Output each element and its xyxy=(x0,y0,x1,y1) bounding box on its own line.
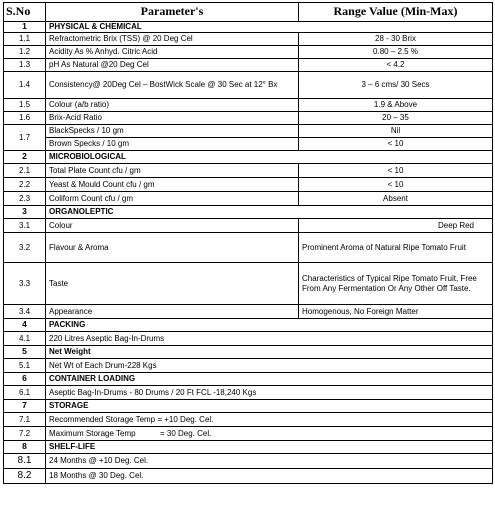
table-row xyxy=(4,263,493,305)
header-row xyxy=(4,3,493,22)
table-row xyxy=(4,386,493,400)
section-row xyxy=(4,346,493,359)
row-parameter: Maximum Storage Temp = 30 Deg. Cel. xyxy=(46,427,493,441)
section-number: 5 xyxy=(4,346,46,359)
row-value: < 10 xyxy=(299,178,493,192)
table-row xyxy=(4,219,493,233)
table-row xyxy=(4,99,493,112)
row-number: 2.1 xyxy=(4,164,46,178)
header-range: Range Value (Min-Max) xyxy=(299,3,493,22)
section-title: MICROBIOLOGICAL xyxy=(46,151,493,164)
table-row xyxy=(4,454,493,469)
section-row xyxy=(4,441,493,454)
row-value: Deep Red xyxy=(299,219,493,233)
section-row xyxy=(4,400,493,413)
section-title: SHELF-LIFE xyxy=(46,441,493,454)
row-value: 28 - 30 Brix xyxy=(299,33,493,46)
row-number: 3.3 xyxy=(4,263,46,305)
table-row xyxy=(4,233,493,263)
table-row xyxy=(4,359,493,373)
section-title: CONTAINER LOADING xyxy=(46,373,493,386)
section-row xyxy=(4,373,493,386)
table-row xyxy=(4,46,493,59)
row-number: 3.1 xyxy=(4,219,46,233)
section-number: 8 xyxy=(4,441,46,454)
row-number: 1.5 xyxy=(4,99,46,112)
row-parameter: Coliform Count cfu / gm xyxy=(46,192,299,206)
row-parameter: BlackSpecks / 10 gm xyxy=(46,125,299,138)
row-value: 0.80 – 2.5 % xyxy=(299,46,493,59)
table-row xyxy=(4,305,493,319)
table-row xyxy=(4,164,493,178)
table-row xyxy=(4,413,493,427)
row-parameter: Recommended Storage Temp = +10 Deg. Cel. xyxy=(46,413,493,427)
row-parameter: Flavour & Aroma xyxy=(46,233,299,263)
row-parameter: Yeast & Mould Count cfu / gm xyxy=(46,178,299,192)
row-value: Prominent Aroma of Natural Ripe Tomato Fruit xyxy=(299,233,493,263)
row-parameter: Acidity As % Anhyd. Citric Acid xyxy=(46,46,299,59)
section-number: 6 xyxy=(4,373,46,386)
row-value: Nil xyxy=(299,125,493,138)
row-number: 3.2 xyxy=(4,233,46,263)
row-number: 3.4 xyxy=(4,305,46,319)
row-number: 8.1 xyxy=(4,454,46,469)
row-number: 1.2 xyxy=(4,46,46,59)
row-number: 1.6 xyxy=(4,112,46,125)
section-title: ORGANOLEPTIC xyxy=(46,206,493,219)
section-row xyxy=(4,206,493,219)
table-row xyxy=(4,427,493,441)
table-row xyxy=(4,138,493,151)
row-number: 7.1 xyxy=(4,413,46,427)
row-number: 2.3 xyxy=(4,192,46,206)
row-parameter: Total Plate Count cfu / gm xyxy=(46,164,299,178)
row-parameter: 220 Litres Aseptic Bag-In-Drums xyxy=(46,332,493,346)
table-row xyxy=(4,72,493,99)
section-number: 1 xyxy=(4,22,46,33)
header-sno: S.No xyxy=(4,3,46,22)
section-title: STORAGE xyxy=(46,400,493,413)
table-row xyxy=(4,59,493,72)
row-number: 7.2 xyxy=(4,427,46,441)
row-number: 1.1 xyxy=(4,33,46,46)
section-title: PACKING xyxy=(46,319,493,332)
row-value: < 10 xyxy=(299,138,493,151)
header-parameter: Parameter's xyxy=(46,3,299,22)
table-row xyxy=(4,33,493,46)
table-row xyxy=(4,192,493,206)
table-row xyxy=(4,469,493,484)
row-parameter: Consistency@ 20Deg Cel – BostWick Scale @ 30 Sec at 12° Bx xyxy=(46,72,299,99)
table-row xyxy=(4,112,493,125)
section-row xyxy=(4,319,493,332)
section-title: PHYSICAL & CHEMICAL xyxy=(46,22,493,33)
section-row xyxy=(4,151,493,164)
section-number: 7 xyxy=(4,400,46,413)
section-title: Net Weight xyxy=(46,346,493,359)
row-parameter: Appearance xyxy=(46,305,299,319)
row-parameter: Colour (a/b ratio) xyxy=(46,99,299,112)
row-parameter: Colour xyxy=(46,219,299,233)
row-value: Homogenous, No Foreign Matter xyxy=(299,305,493,319)
row-number: 8.2 xyxy=(4,469,46,484)
row-number: 1.4 xyxy=(4,72,46,99)
row-number: 1.3 xyxy=(4,59,46,72)
row-value: Characteristics of Typical Ripe Tomato Fruit, Free From Any Fermentation Or Any Other Off Taste. xyxy=(299,263,493,305)
row-value: < 10 xyxy=(299,164,493,178)
row-number: 4.1 xyxy=(4,332,46,346)
row-parameter: Taste xyxy=(46,263,299,305)
row-value: Absent xyxy=(299,192,493,206)
row-number: 2.2 xyxy=(4,178,46,192)
row-parameter: Brown Specks / 10 gm xyxy=(46,138,299,151)
row-number: 5.1 xyxy=(4,359,46,373)
row-value: 20 – 35 xyxy=(299,112,493,125)
row-value: < 4.2 xyxy=(299,59,493,72)
row-number: 6.1 xyxy=(4,386,46,400)
table-row xyxy=(4,178,493,192)
section-number: 4 xyxy=(4,319,46,332)
row-parameter: pH As Natural @20 Deg Cel xyxy=(46,59,299,72)
row-value: 3 – 6 cms/ 30 Secs xyxy=(299,72,493,99)
row-parameter: Net Wt of Each Drum-228 Kgs xyxy=(46,359,493,373)
specification-table xyxy=(3,2,493,484)
row-parameter: 18 Months @ 30 Deg. Cel. xyxy=(46,469,493,484)
row-number: 1.7 xyxy=(4,125,46,151)
row-value: 1.9 & Above xyxy=(299,99,493,112)
table-body xyxy=(4,22,493,484)
table-row xyxy=(4,125,493,138)
table-row xyxy=(4,332,493,346)
section-row xyxy=(4,22,493,33)
section-number: 2 xyxy=(4,151,46,164)
section-number: 3 xyxy=(4,206,46,219)
row-parameter: Refractometric Brix (TSS) @ 20 Deg Cel xyxy=(46,33,299,46)
row-parameter: Aseptic Bag-In-Drums - 80 Drums / 20 Ft FCL -18,240 Kgs xyxy=(46,386,493,400)
row-parameter: 24 Months @ +10 Deg. Cel. xyxy=(46,454,493,469)
row-parameter: Brix-Acid Ratio xyxy=(46,112,299,125)
